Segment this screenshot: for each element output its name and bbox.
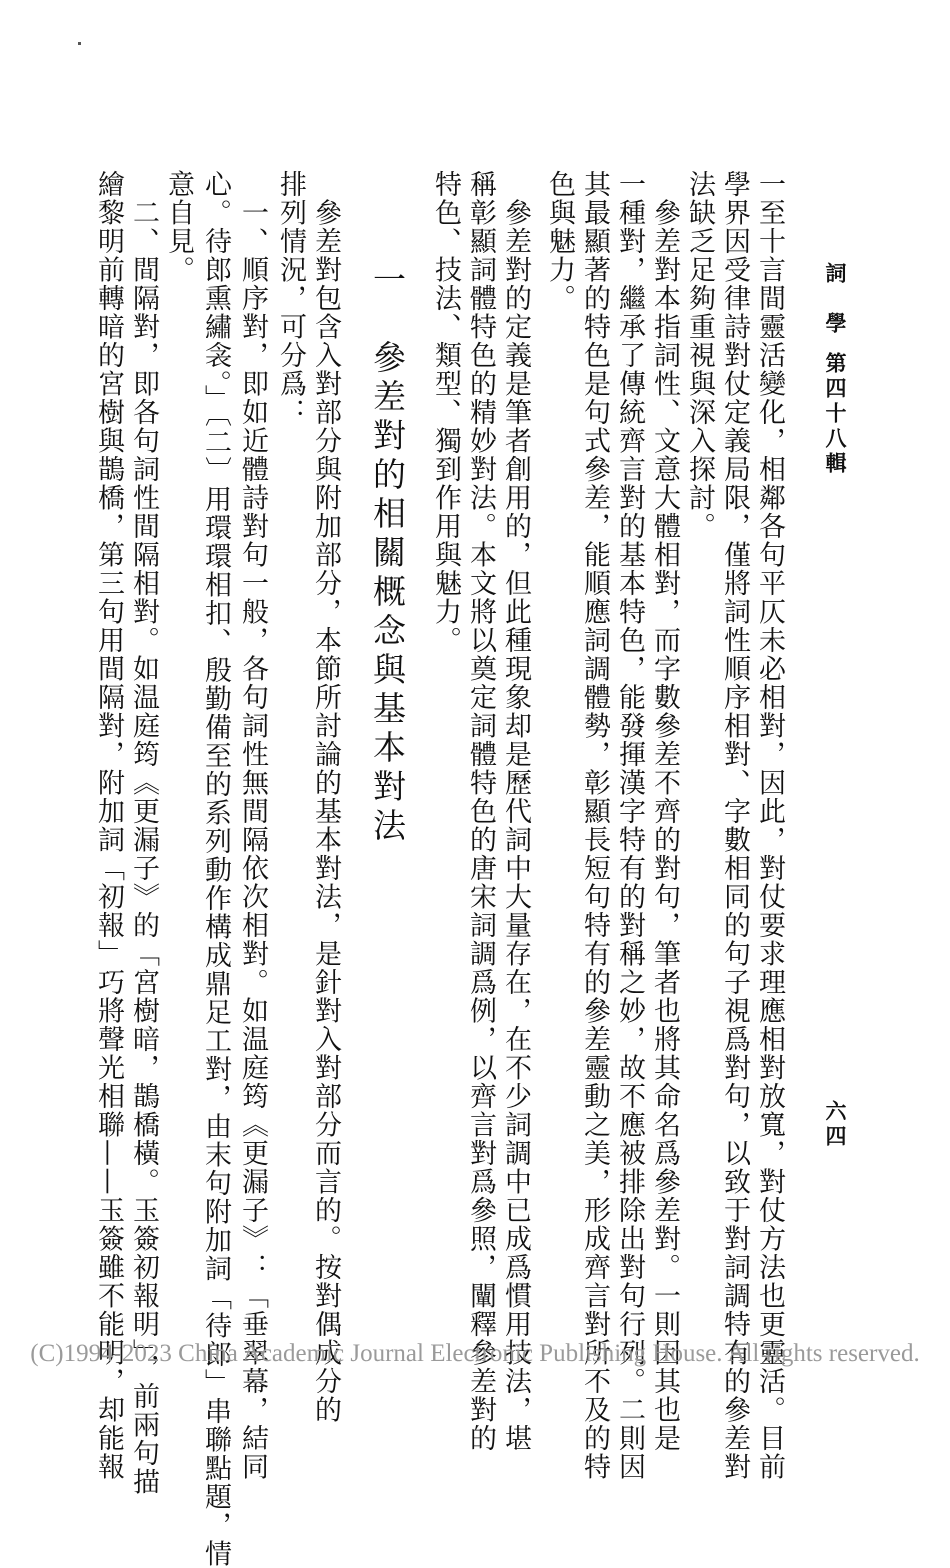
text-column: 色與魅力。 bbox=[544, 170, 575, 313]
text-column: 參差對的定義是筆者創用的，但此種現象却是歷代詞中大量存在，在不少詞調中已成爲慣用技法，堪 bbox=[500, 170, 531, 1453]
text-column: 一種對，繼承了傳統齊言對的基本特色，能發揮漢字特有的對稱之妙，故不應被排除出對句行列。二則因 bbox=[614, 170, 645, 1481]
text-column: 法缺乏足夠重視與深入探討。 bbox=[684, 170, 715, 541]
text-column: 排列情況，可分爲： bbox=[275, 170, 306, 427]
copyright-footer: (C)1994-2023 China Academic Journal Electronic Publishing House. All rights reserved. bbox=[30, 1340, 920, 1367]
running-header-issue: 第四十八輯 bbox=[823, 352, 848, 477]
text-column: 一至十言間靈活變化，相鄰各句平仄未必相對，因此，對仗要求理應相對放寬，對仗方法也更靈活。目前 bbox=[754, 170, 785, 1481]
text-column: 參差對本指詞性、文意大體相對，而字數參差不齊的對句，筆者也將其命名爲參差對。一則因其也是 bbox=[649, 170, 680, 1453]
page-number: 六四 bbox=[823, 1100, 848, 1150]
text-column: 繪黎明前轉暗的宮樹與鵲橋，第三句用間隔對，附加詞「初報」巧將聲光相聯——玉簽雖不能明，却能報 bbox=[93, 170, 124, 1481]
text-column: 學界因受律詩對仗定義局限，僅將詞性順序相對、字數相同的句子視爲對句，以致于對詞調特有的參差對 bbox=[719, 170, 750, 1481]
text-column: 一、順序對，即如近體詩對句一般，各句詞性無間隔依次相對。如温庭筠《更漏子》：「垂翠幕，結同 bbox=[237, 170, 268, 1481]
text-column: 特色、技法、類型、獨到作用與魅力。 bbox=[430, 170, 461, 655]
margin-mark bbox=[78, 42, 81, 45]
text-column: 心。待郎熏繡衾。」〔二〕用環環相扣、殷勤備至的系列動作構成鼎足工對，由末句附加詞「待郎」串聯點題，情 bbox=[200, 170, 231, 1568]
text-column: 稱彰顯詞體特色的精妙對法。本文將以奠定詞體特色的唐宋詞調爲例，以齊言對爲參照，闡釋參差對的 bbox=[465, 170, 496, 1453]
running-header-journal: 詞 學 bbox=[823, 262, 848, 337]
text-column: 意自見。 bbox=[163, 170, 194, 284]
text-column: 其最顯著的特色是句式參差，能順應詞調體勢，彰顯長短句特有的參差靈動之美，形成齊言對所不及的特 bbox=[579, 170, 610, 1481]
text-column: 參差對包含入對部分與附加部分，本節所討論的基本對法，是針對入對部分而言的。按對偶成分的 bbox=[310, 170, 341, 1424]
section-heading: 一 參差對的相關概念與基本對法 bbox=[368, 262, 407, 847]
text-column: 二、間隔對，即各句詞性間隔相對。如温庭筠《更漏子》的「宮樹暗，鵲橋橫。玉簽初報明」，前兩句描 bbox=[128, 170, 159, 1496]
